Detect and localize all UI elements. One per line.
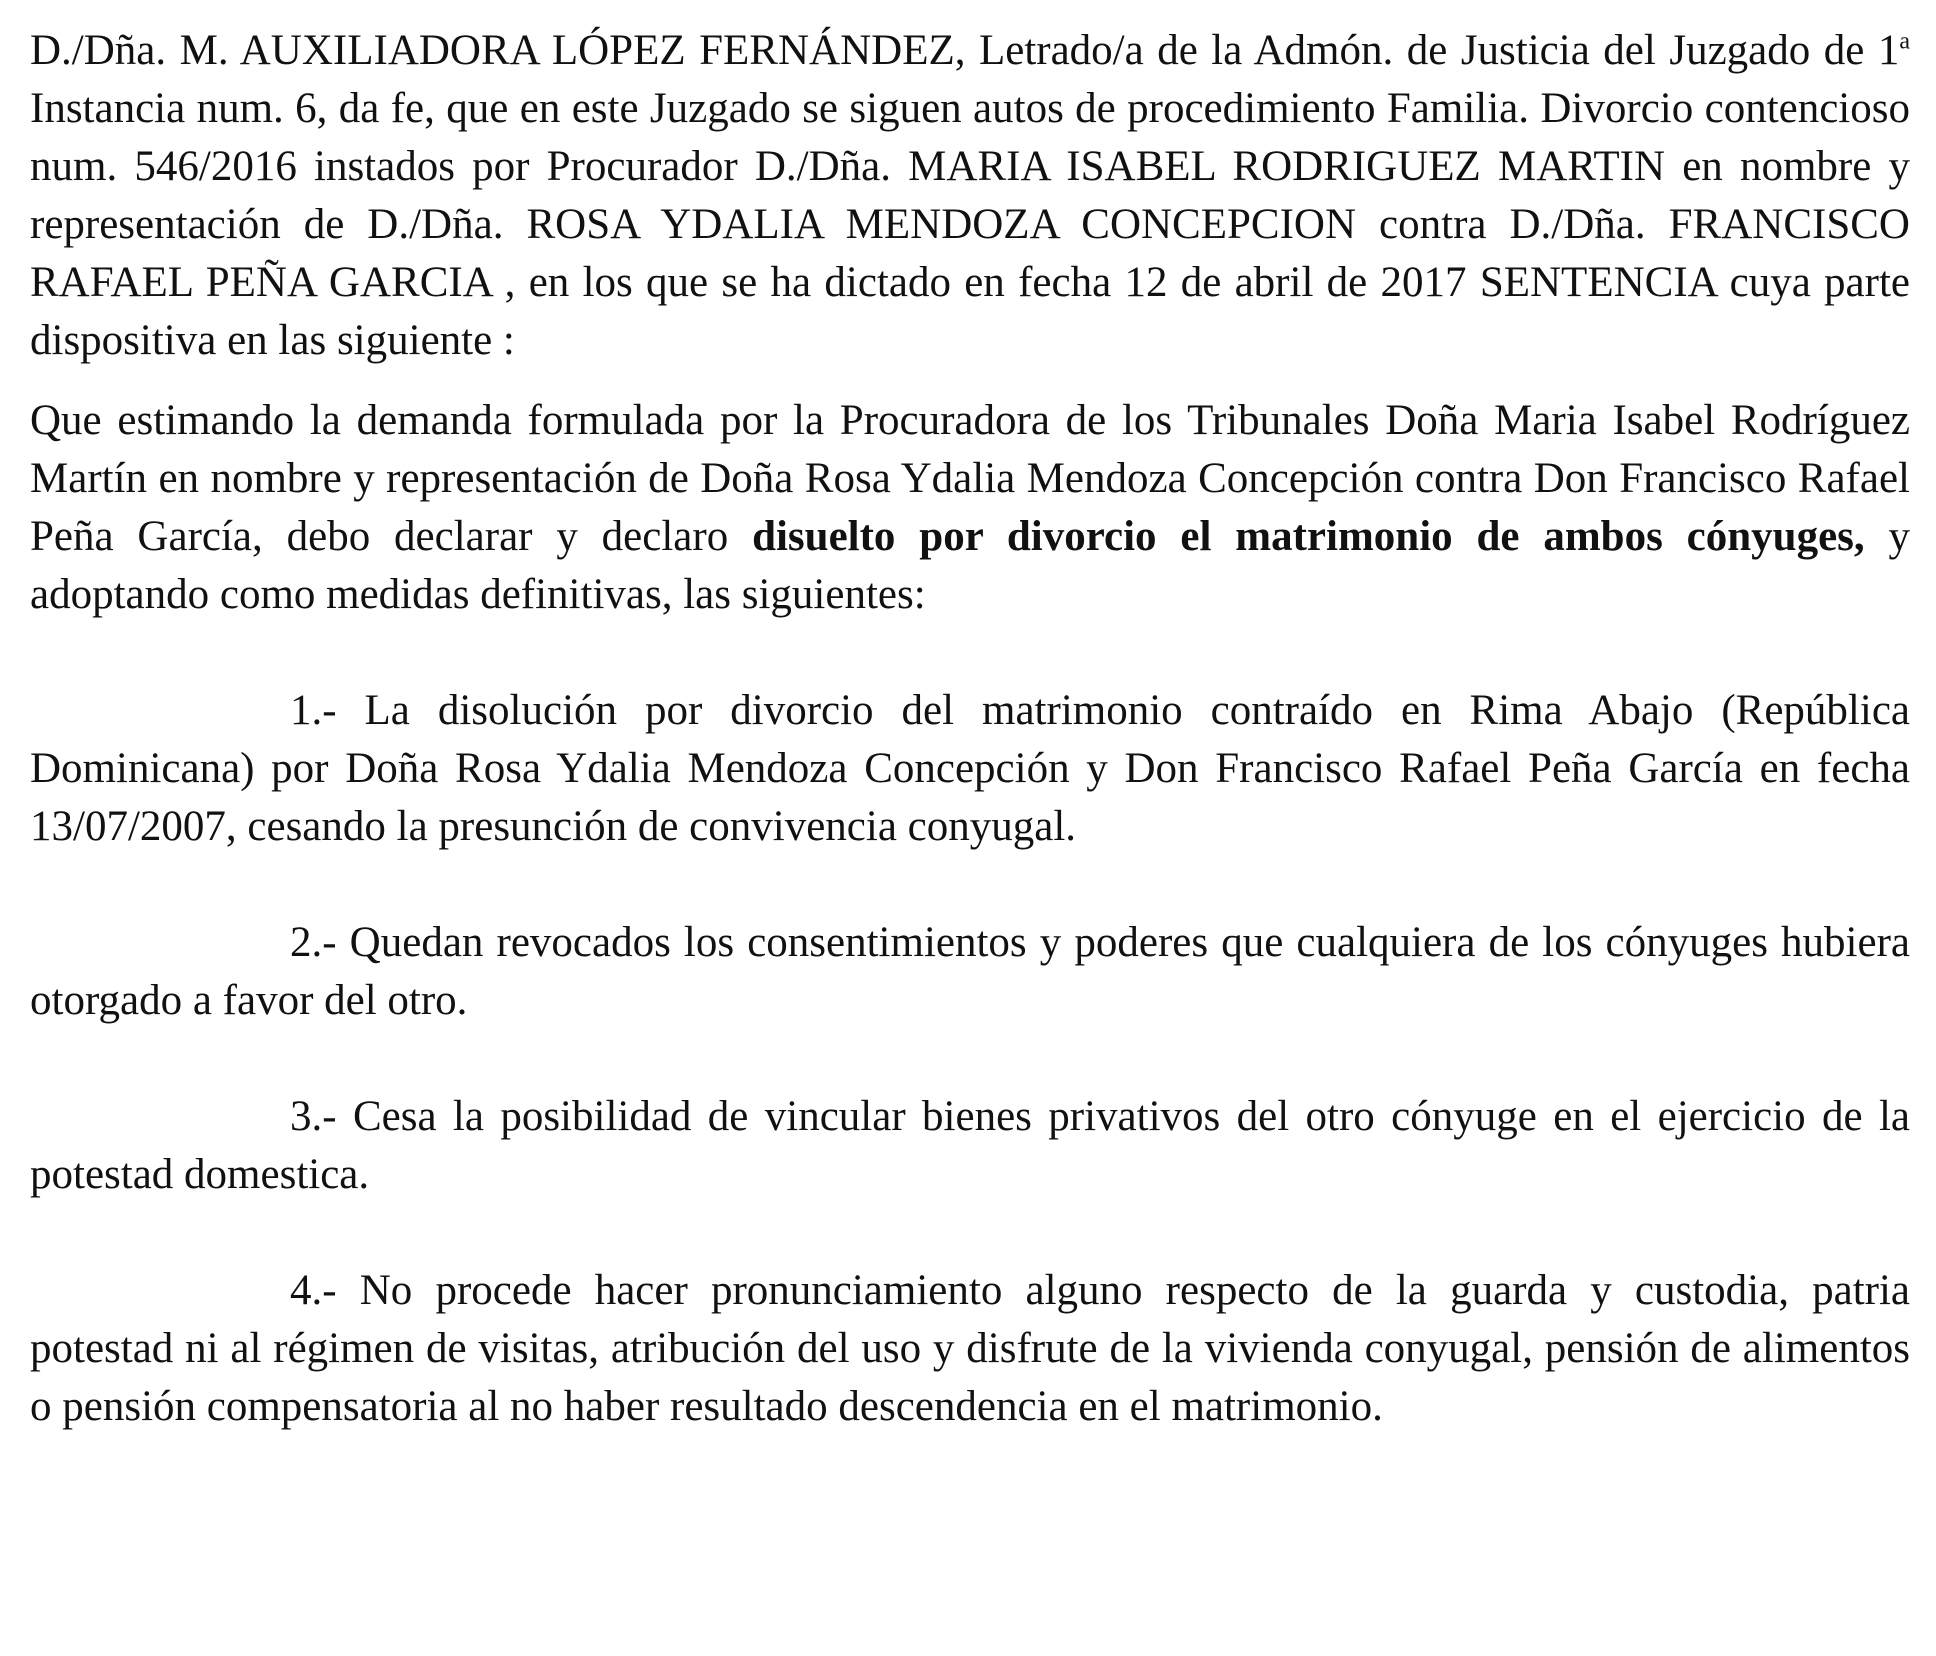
- ruling-text-end: y adoptando como medidas definitivas, las siguientes:: [30, 513, 1911, 618]
- ruling-bold-declaration: disuelto por divorcio el matrimonio de ambos cónyuges,: [752, 513, 1865, 560]
- intro-paragraph: [30, 22, 1910, 370]
- measure-item-2: 2.- Quedan revocados los consentimientos y poderes que cualquiera de los cónyuges hubiera otorgado a favor del otro.: [30, 919, 1910, 1024]
- measure-item-3: 3.- Cesa la posibilidad de vincular bienes privativos del otro cónyuge en el ejercicio de la potestad domestica.: [30, 1093, 1910, 1198]
- measure-item-1: 1.- La disolución por divorcio del matrimonio contraído en Rima Abajo (República Dominicana) por Doña Rosa Ydalia Mendoza Concepción y Don Francisco Rafael Peña García en fecha 13/07/2007, cesando la presunción de convivencia conyugal.: [30, 687, 1910, 850]
- document-page: [30, 22, 1910, 1436]
- measure-item-4: 4.- No procede hacer pronunciamiento alguno respecto de la guarda y custodia, patria potestad ni al régimen de visitas, atribución del uso y disfrute de la vivienda conyugal, pensión de alimentos o pensión compensatoria al no haber resultado descendencia en el matrimonio.: [30, 1267, 1910, 1430]
- intro-text-end: Instancia num. 6, da fe, que en este Juzgado se siguen autos de procedimiento Familia. Divorcio contencioso num. 546/2016 instados por Procurador D./Dña. MARIA ISABEL RODRIGUEZ MARTIN en nombre y representación de D./Dña. ROSA YDALIA MENDOZA CONCEPCION contra D./Dña. FRANCISCO RAFAEL PEÑA GARCIA , en los que se ha dictado en fecha 12 de abril de 2017 SENTENCIA cuya parte dispositiva en las siguiente :: [30, 85, 1910, 364]
- ordinal-superscript: a: [1899, 28, 1910, 55]
- ruling-text-start: Que estimando la demanda formulada por la Procuradora de los Tribunales Doña Maria Isabel Rodríguez Martín en nombre y representación de Doña Rosa Ydalia Mendoza Concepción contra Don Francisco Rafael Peña García, debo declarar y declaro: [30, 397, 1910, 560]
- ruling-paragraph: [30, 392, 1910, 624]
- intro-text-start: D./Dña. M. AUXILIADORA LÓPEZ FERNÁNDEZ, Letrado/a de la Admón. de Justicia del Juzgado de 1: [30, 27, 1900, 74]
